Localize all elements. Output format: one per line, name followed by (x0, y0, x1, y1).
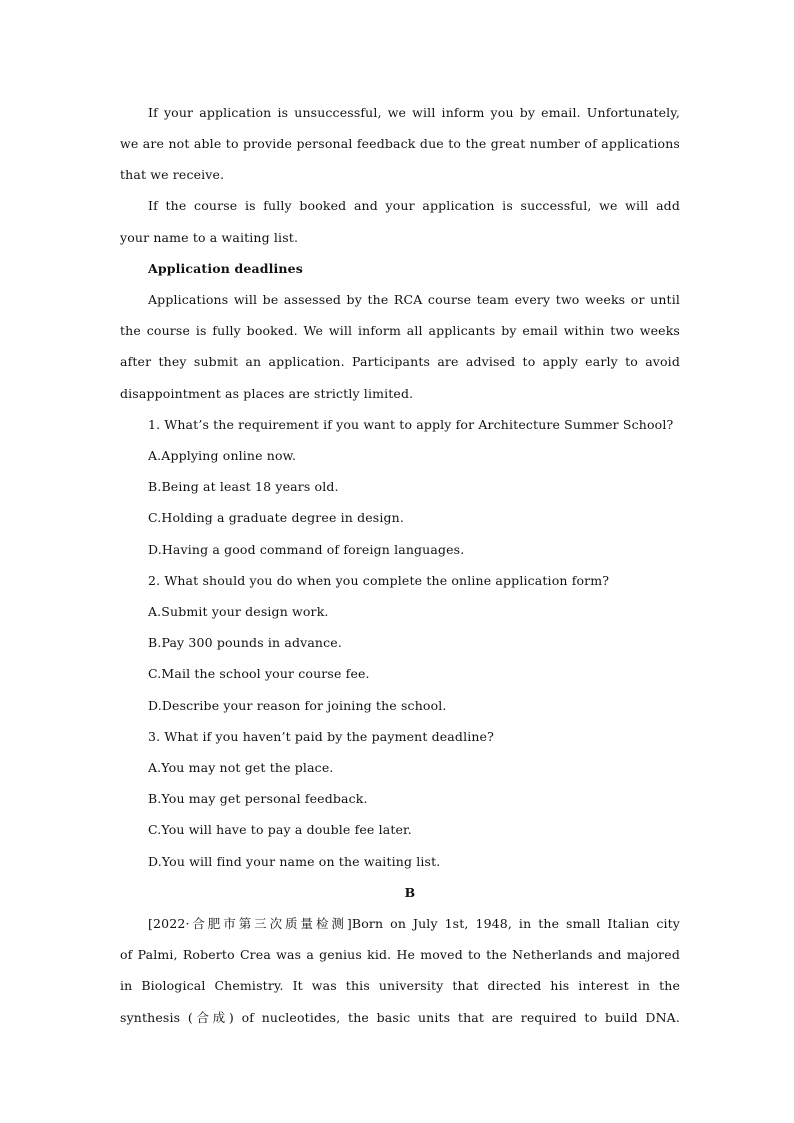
answer-option: D.Having a good command of foreign languages. (148, 542, 465, 557)
section-heading: Application deadlines (148, 261, 303, 276)
paragraph-line: Applications will be assessed by the RCA course team every two weeks or until (148, 292, 680, 307)
paragraph-line: synthesis (合成) of nucleotides, the basic units that are required to build DNA. (120, 1010, 680, 1025)
answer-option: C.Mail the school your course fee. (148, 666, 370, 681)
paragraph-line: the course is fully booked. We will inform all applicants by email within two weeks (120, 323, 680, 338)
paragraph-line: [2022·合肥市第三次质量检测]Born on July 1st, 1948, in the small Italian city (148, 916, 680, 931)
paragraph-line: If your application is unsuccessful, we will inform you by email. Unfortunately, (148, 105, 680, 120)
answer-option: A.Submit your design work. (148, 604, 329, 619)
answer-option: C.You will have to pay a double fee later. (148, 822, 412, 837)
paragraph-line: If the course is fully booked and your application is successful, we will add (148, 198, 680, 213)
paragraph-line: we are not able to provide personal feedback due to the great number of applications (120, 136, 680, 151)
answer-option: C.Holding a graduate degree in design. (148, 510, 404, 525)
section-label: B (404, 885, 416, 900)
paragraph-line: in Biological Chemistry. It was this university that directed his interest in the (120, 978, 680, 993)
paragraph-line: your name to a waiting list. (120, 230, 299, 245)
answer-option: A.You may not get the place. (148, 760, 334, 775)
paragraph-line: that we receive. (120, 167, 225, 182)
paragraph-line: after they submit an application. Participants are advised to apply early to avoid (120, 354, 680, 369)
question-stem: 1. What’s the requirement if you want to apply for Architecture Summer School? (148, 417, 674, 432)
question-stem: 2. What should you do when you complete the online application form? (148, 573, 610, 588)
answer-option: B.Pay 300 pounds in advance. (148, 635, 342, 650)
paragraph-line: of Palmi, Roberto Crea was a genius kid. He moved to the Netherlands and majored (120, 947, 680, 962)
answer-option: D.Describe your reason for joining the school. (148, 698, 447, 713)
answer-option: A.Applying online now. (148, 448, 297, 463)
paragraph-line: disappointment as places are strictly limited. (120, 386, 414, 401)
answer-option: B.You may get personal feedback. (148, 791, 368, 806)
answer-option: B.Being at least 18 years old. (148, 479, 339, 494)
question-stem: 3. What if you haven’t paid by the payment deadline? (148, 729, 494, 744)
answer-option: D.You will find your name on the waiting list. (148, 854, 441, 869)
